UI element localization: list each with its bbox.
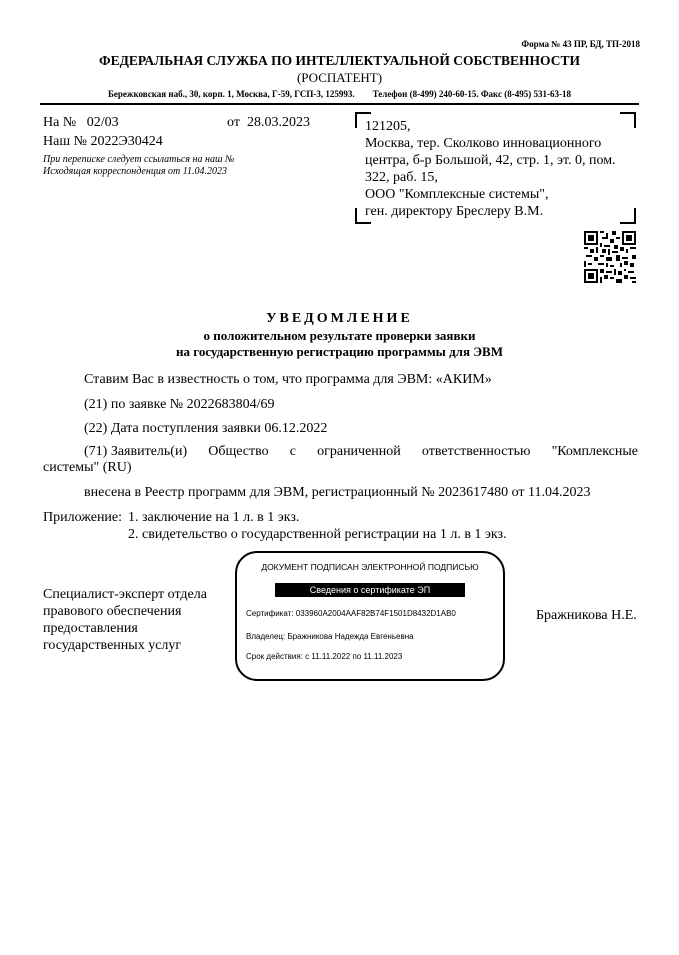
reference-block	[43, 113, 343, 151]
applicant-word-5: "Комплексные	[551, 444, 638, 459]
org-phones: Телефон (8-499) 240-60-15. Факс (8-495) 531-63-18	[372, 89, 572, 99]
applicant-line	[84, 444, 638, 460]
notice-intro: Ставим Вас в известность о том, что программа для ЭВМ: «АКИМ»	[84, 372, 492, 387]
signer-position: Специалист-эксперт отдела правового обеспечения предоставления государственных услуг	[43, 587, 207, 653]
their-date: 28.03.2023	[246, 115, 310, 130]
their-number: 02/03	[86, 115, 119, 130]
header-divider	[40, 103, 639, 105]
e-signature-stamp	[235, 551, 505, 681]
org-name: ФЕДЕРАЛЬНАЯ СЛУЖБА ПО ИНТЕЛЛЕКТУАЛЬНОЙ СОБСТВЕННОСТИ	[99, 53, 580, 68]
attachment-item-1: 1. заключение на 1 л. в 1 экз.	[128, 510, 300, 525]
org-abbreviation: (РОСПАТЕНТ)	[296, 70, 383, 85]
org-contacts	[0, 89, 679, 99]
addressee-block	[365, 118, 631, 220]
attachment-item-2: 2. свидетельство о государственной регистрации на 1 л. в 1 экз.	[128, 527, 507, 542]
addressee-street: Москва, тер. Сколково инновационного центра, б-р Большой, 42, стр. 1, эт. 0, пом. 322, раб. 15,	[365, 136, 616, 185]
registry-entry: внесена в Реестр программ для ЭВМ, регистрационный № 2023617480 от 11.04.2023	[84, 485, 591, 500]
notice-subtitle-2: на государственную регистрацию программы для ЭВМ	[176, 344, 503, 359]
stamp-certificate: Сертификат: 033960A2004AAF82B74F1501D8432D1AB0	[246, 609, 456, 618]
signer-name: Бражникова Н.Е.	[536, 608, 637, 623]
applicant-word-1: Общество	[208, 444, 269, 459]
org-address: Бережковская наб., 30, корп. 1, Москва, Г-59, ГСП-3, 125993.	[107, 89, 355, 99]
our-number-label: Наш №	[43, 134, 87, 149]
our-number: 2022Э30424	[90, 134, 163, 149]
notice-title: УВЕДОМЛЕНИЕ	[266, 311, 413, 326]
applicant-line-2: системы" (RU)	[43, 460, 132, 475]
applicant-word-2: с	[289, 444, 296, 459]
addressee-postcode: 121205,	[365, 119, 411, 134]
their-number-label: На №	[43, 115, 77, 130]
qr-code-icon	[584, 231, 636, 283]
stamp-header: ДОКУМЕНТ ПОДПИСАН ЭЛЕКТРОННОЙ ПОДПИСЬЮ	[261, 562, 479, 572]
applicant-word-4: ответственностью	[421, 444, 531, 459]
application-date: (22) Дата поступления заявки 06.12.2022	[84, 421, 328, 436]
application-number: (21) по заявке № 2022683804/69	[84, 397, 275, 412]
applicant-code: (71) Заявитель(и)	[84, 444, 188, 459]
applicant-word-3: ограниченной	[317, 444, 401, 459]
stamp-owner: Владелец: Бражникова Надежда Евгеньевна	[246, 632, 414, 641]
addressee-person: ген. директору Бреслеру В.М.	[365, 204, 544, 219]
date-label: от	[227, 115, 240, 130]
notice-subtitle-1: о положительном результате проверки заявки	[203, 328, 476, 343]
note-line-2: Исходящая корреспонденция от 11.04.2023	[43, 166, 227, 177]
stamp-cert-bar: Сведения о сертификате ЭП	[275, 583, 465, 597]
correspondence-note	[43, 154, 234, 178]
note-line-1: При переписке следует ссылаться на наш №	[43, 154, 235, 165]
stamp-validity: Срок действия: с 11.11.2022 по 11.11.2023	[246, 652, 403, 661]
attachments-label: Приложение:	[43, 510, 123, 525]
form-number: Форма № 43 ПР, БД, ТП-2018	[521, 39, 640, 49]
addressee-company: ООО "Комплексные системы",	[365, 187, 549, 202]
